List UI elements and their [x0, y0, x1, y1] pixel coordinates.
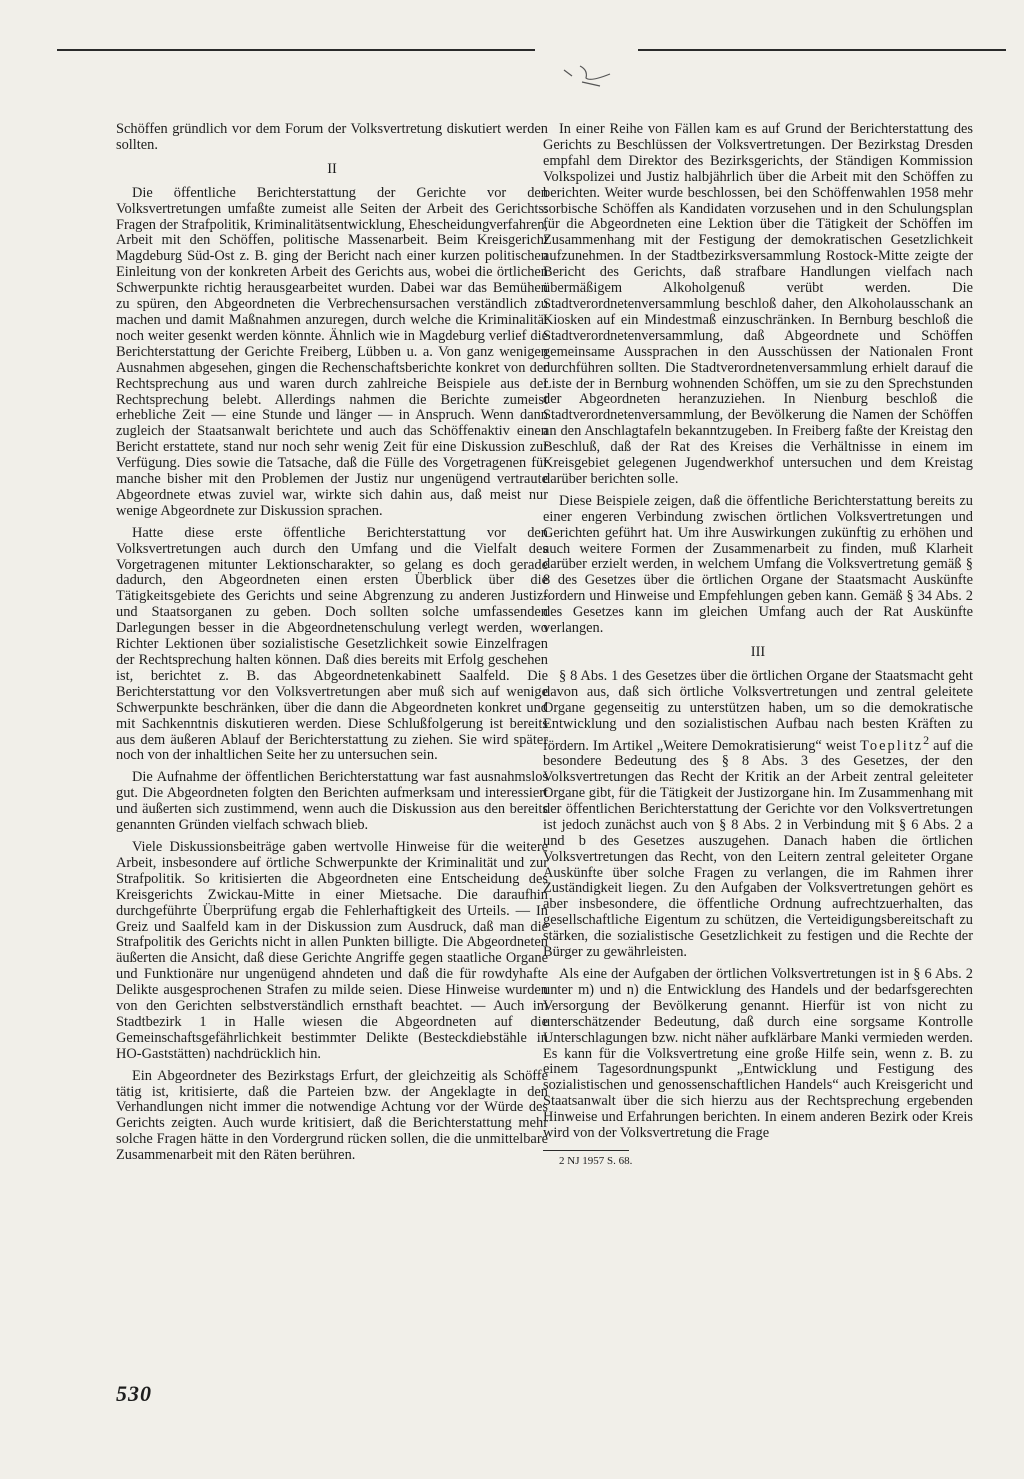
- header-rule-left: [57, 49, 535, 51]
- paragraph-text: auf die besondere Bedeutung des § 8 Abs. 3 des Gesetzes, der den Volksvertretungen das Recht der Kritik an der Arbeit zentral geleiteter Organe gibt, für die Tätigkeit der Justizorgane hin. Im Zusammenhang mit der öffentlichen Berichterstattung der Gerichte vor den Volksvertretungen ist jedoch zunächst auch von § 8 Abs. 2 in Verbindung mit § 6 Abs. 2 a und b des Gesetzes auszugehen. Danach haben die örtlichen Volksvertretungen das Recht, von den Leitern zentral geleiteter Organe Auskünfte über solche Fragen zu verlangen, die im Rahmen ihrer Zuständigkeit liegen. Zu den Aufgaben der Volksvertretungen gehört es aber insbesondere, die öffentliche Ordnung aufrechtzuerhalten, das gesellschaftliche Eigentum zu schützen, die Verteidigungsbereitschaft zu stärken, die sozialistische Gesetzlichkeit zu festigen und die Rechte der Bürger zu gewährleisten.: [543, 737, 973, 961]
- paragraph-intro: Schöffen gründlich vor dem Forum der Volksvertretung diskutiert werden sollten.: [116, 121, 548, 153]
- left-column: [116, 122, 548, 1170]
- section-heading-iii: III: [750, 644, 766, 660]
- paragraph: Als eine der Aufgaben der örtlichen Volksvertretungen ist in § 6 Abs. 2 unter m) und n) die Entwicklung des Handels und der bedarfsgerechten Versorgung der Bevölkerung genannt. Hierfür ist von nicht zu unterschätzender Bedeutung, daß durch eine sorgsame Kontrolle Unterschlagungen bzw. nicht näher aufklärbare Manki vermieden werden. Es kann für die Volksvertretung eine große Hilfe sein, wenn z. B. zu einem Tagesordnungspunkt „Entwicklung und Festigung des sozialistischen und genossenschaftlichen Handels“ auch Kreisgericht und Staatsanwalt über die sich hierzu aus der Rechtsprechung ergebenden Hinweise und Erfahrungen berichten. In einem anderen Bezirk oder Kreis wird von der Volksvertretung die Frage: [543, 966, 973, 1142]
- header-rule-right: [638, 49, 1006, 51]
- author-name: Toeplitz: [860, 737, 924, 754]
- paragraph: Hatte diese erste öffentliche Berichterstattung vor den Volksvertretungen auch durch den Umfang und die Vielfalt des Vorgetragenen mitunter Lektionscharakter, so gelang es doch gerade dadurch, den Abgeordneten einen ersten Überblick über die Tätigkeitsgebiete des Gerichts und seine Abgrenzung zu anderen Justiz- und Staatsorganen zu geben. Doch sollten solche umfassenden Darlegungen besser in die Abgeordnetenschulung verlegt werden, wo Richter Lektionen über sozialistische Gesetzlichkeit sowie Einzelfragen der Rechtsprechung halten können. Daß dies bereits mit Erfolg geschehen ist, berichtet z. B. das Abgeordnetenkabinett Saalfeld. Die Berichterstattung vor den Volksvertretungen aber muß sich auf wenige Schwerpunkte beschränken, über die dann die Abgeordneten konkret und mit Sachkenntnis diskutieren werden. Diese Schlußfolgerung ist bereits aus dem äußeren Ablauf der Berichterstattung zu ziehen. Sie wird später noch von der inhaltlichen Seite her zu untersuchen sein.: [116, 524, 548, 764]
- section-heading-ii: II: [327, 160, 337, 177]
- right-column: [543, 122, 973, 1174]
- pencil-mark: [560, 60, 630, 90]
- footnote: 2 NJ 1957 S. 68.: [559, 1154, 633, 1167]
- paragraph: In einer Reihe von Fällen kam es auf Grund der Berichterstattung des Gerichts zu Beschlüssen der Volksvertretungen. Der Bezirkstag Dresden empfahl dem Direktor des Bezirksgerichts, der Ständigen Kommission Volkspolizei und Justiz halbjährlich über die Arbeit mit den Schöffen zu berichten. Weiter wurde beschlossen, bei den Schöffenwahlen 1958 mehr sorbische Schöffen als Kandidaten vorzusehen und in den Schulungsplan für die Abgeordneten eine Lektion über die Tätigkeit der Schöffen im Zusammenhang mit der Festigung der demokratischen Gesetzlichkeit aufzunehmen. In der Stadtbezirksversammlung Rostock-Mitte zeigte der Bericht des Gerichts, daß strafbare Handlungen vielfach nach übermäßigem Alkoholgenuß verübt werden. Die Stadtverordnetenversammlung beschloß daher, den Alkoholausschank an Kiosken auf ein Mindestmaß einzuschränken. In Bernburg beschloß die Stadtverordnetenversammlung, daß Abgeordnete und Schöffen gemeinsame Aussprachen in den Ausschüssen der Nationalen Front durchführen sollten. Die Stadtverordnetenversammlung erhielt darauf die Liste der in Bernburg wohnenden Schöffen, um sie zu den Sprechstunden der Abgeordneten heranzuziehen. In Nienburg beschloß die Stadtverordnetenversammlung, der Bevölkerung die Namen der Schöffen an den Anschlagtafeln bekanntzugeben. In Freiberg faßte der Kreistag den Beschluß, daß der Rat des Kreises die Verhältnisse in einem im Kreisgebiet gelegenen Jugendwerkhof untersuchen und dem Kreistag darüber berichten solle.: [543, 121, 973, 487]
- paragraph: Die Aufnahme der öffentlichen Berichterstattung war fast ausnahmslos gut. Die Abgeordneten folgten den Berichten aufmerksam und interessiert und äußerten sich zustimmend, wenn auch die Diskussion aus den bereits genannten Gründen vielfach schwach blieb.: [116, 769, 548, 834]
- paragraph: Diese Beispiele zeigen, daß die öffentliche Berichterstattung bereits zu einer engeren Verbindung zwischen örtlichen Volksvertretungen und Gerichten geführt hat. Um ihre Auswirkungen zukünftig zu erhöhen und auch weitere Formen der Zusammenarbeit zu finden, muß Klarheit darüber erzielt werden, in welchem Umfang die Volksvertretung gemäß § 8 des Gesetzes über die örtlichen Organe der Staatsmacht Auskünfte fordern und Hinweise und Empfehlungen geben kann. Gemäß § 34 Abs. 2 des Gesetzes kann im gleichen Umfang auch der Rat Auskünfte verlangen.: [543, 492, 973, 637]
- paragraph: Ein Abgeordneter des Bezirkstags Erfurt, der gleichzeitig als Schöffe tätig ist, kritisierte, daß die Parteien bzw. der Angeklagte in den Verhandlungen nicht immer die notwendige Achtung vor der Würde des Gerichts zeigten. Auch wurde kritisiert, daß die Berichterstattung mehr solche Fragen hätte in den Vordergrund rücken sollen, die die unmittelbare Zusammenarbeit mit den Räten berühren.: [116, 1067, 548, 1164]
- paragraph: [543, 669, 973, 961]
- footnote-separator: [543, 1150, 629, 1151]
- page-number: 530: [116, 1381, 152, 1406]
- footnote-ref: 2: [923, 732, 930, 747]
- paragraph-text: § 8 Abs. 1 des Gesetzes über die örtlichen Organe der Staatsmacht geht davon aus, daß sich örtliche Volksvertretungen und zentral geleitete Organe gegenseitig zu unterstützen haben, um so die demokratische Entwicklung und den sozialistischen Aufbau nach besten Kräften zu fördern. Im Artikel „Weitere Demokratisierung“ weist: [543, 667, 973, 754]
- paragraph: Viele Diskussionsbeiträge gaben wertvolle Hinweise für die weitere Arbeit, insbesondere auf örtliche Schwerpunkte der Kriminalität und zur Strafpolitik. So kritisierten die Abgeordneten eine Entscheidung des Kreisgerichts Zwickau-Mitte in einer Mietsache. Die daraufhin durchgeführte Überprüfung ergab die Fehlerhaftigkeit des Urteils. — In Greiz und Saalfeld kam in der Diskussion zum Ausdruck, daß man die Strafpolitik des Gerichts nicht in allen Punkten billigte. Die Abgeordneten äußerten die Ansicht, daß diese Gerichte Angriffe gegen staatliche Organe und Funktionäre nur ungenügend ahndeten und daß die für rowdyhafte Delikte ausgesprochenen Strafen zu milde seien. Diese Hinweise wurden von den Gerichten selbstverständlich ernsthaft beachtet. — Auch im Stadtbezirk 1 in Halle wiesen die Abgeordneten auf die Gemeinschaftsgefährlichkeit bestimmter Delikte (Besteckdiebstähle in HO-Gaststätten) nachdrücklich hin.: [116, 838, 548, 1062]
- paragraph: Die öffentliche Berichterstattung der Gerichte vor den Volksvertretungen umfaßte zumeist alle Seiten der Arbeit des Gerichts: Fragen der Strafpolitik, Kriminalitätsentwicklung, Ehescheidungverfahren, Arbeit mit den Schöffen, politische Massenarbeit. Beim Kreisgericht Magdeburg Süd-Ost z. B. ging der Bericht nach einer kurzen politischen Einleitung von der konkreten Arbeit des Gerichts aus, wobei die örtlichen Schwerpunkte richtig herausgearbeitet wurden. Dabei war das Bemühen zu spüren, den Abgeordneten die Verbrechensursachen verständlich zu machen und damit Maßnahmen anzuregen, durch welche die Kriminalität noch weiter gesenkt werden könnte. Ähnlich wie in Magdeburg verlief die Berichterstattung der Gerichte Freiberg, Lübben u. a. Von ganz wenigen Ausnahmen abgesehen, gingen die Rechenschaftsberichte konkret von der Rechtsprechung aus und waren durch zahlreiche Beispiele aus der Rechtsprechung belebt. Allerdings nahmen die Berichte zumeist erhebliche Zeit — eine Stunde und länger — in Anspruch. Wenn dann zugleich der Staatsanwalt berichtete und auch das Schöffenaktiv einen Bericht erstattete, stand nur noch sehr wenig Zeit für eine Diskussion zur Verfügung. Dies sowie die Tatsache, daß die Fülle des Vorgetragenen für manche bisher mit den Problemen der Justiz nur ungenügend vertraute Abgeordnete etwas zuviel war, wirkte sich dahin aus, daß meist nur wenige Abgeordnete zur Diskussion sprachen.: [116, 184, 548, 519]
